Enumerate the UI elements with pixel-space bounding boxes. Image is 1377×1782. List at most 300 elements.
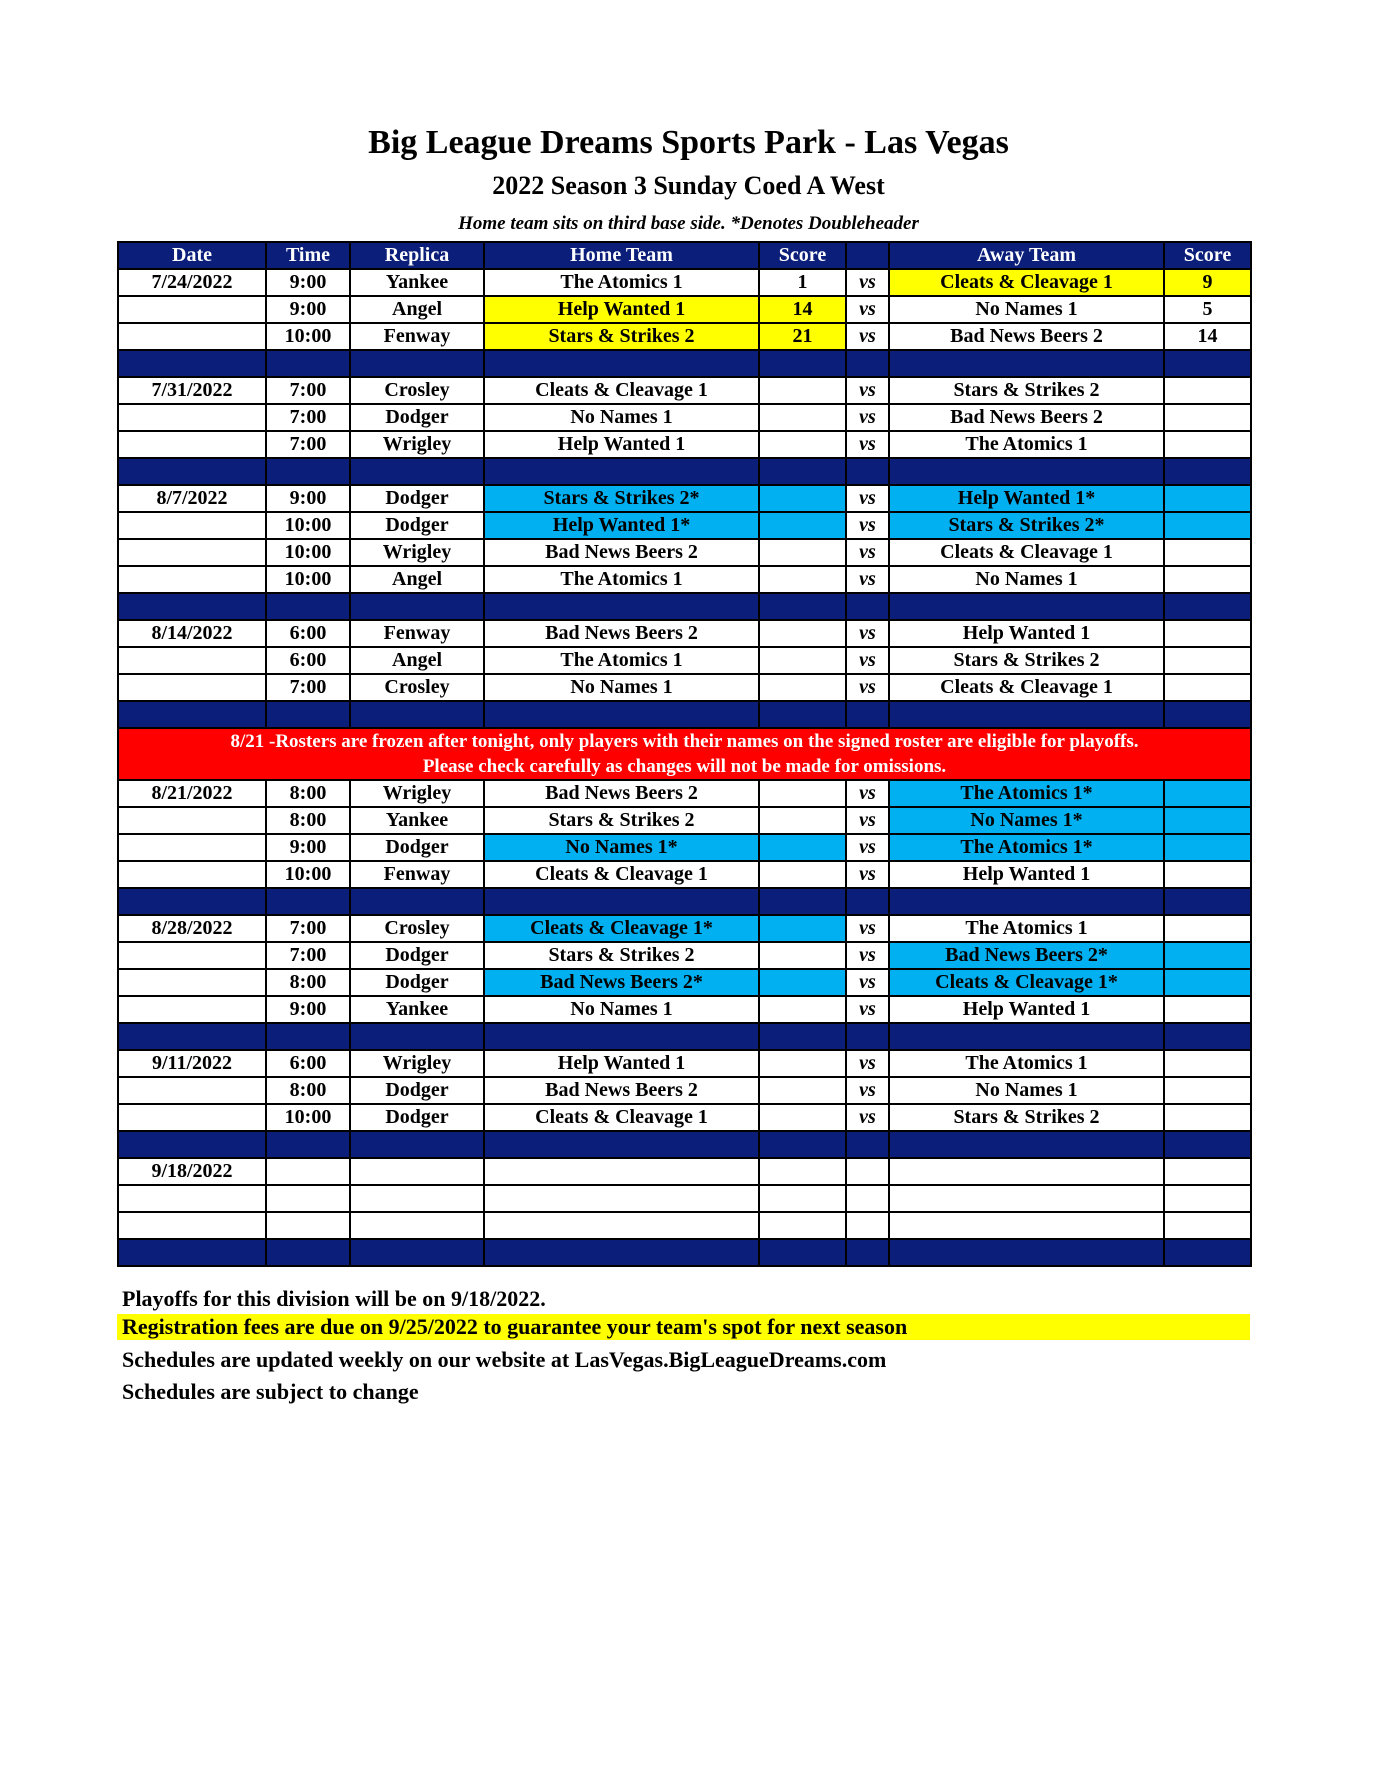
game-row — [118, 485, 1251, 512]
separator-cell — [846, 1239, 889, 1266]
cell-away-team: Cleats & Cleavage 1 — [889, 269, 1164, 296]
cell-away-team: Cleats & Cleavage 1 — [889, 674, 1164, 701]
cell-vs — [846, 1158, 889, 1185]
game-row — [118, 296, 1251, 323]
cell-home-score — [759, 942, 846, 969]
separator-cell — [759, 888, 846, 915]
cell-away-score — [1164, 1158, 1251, 1185]
cell-vs: vs — [846, 1077, 889, 1104]
game-row — [118, 1212, 1251, 1239]
cell-field: Fenway — [350, 323, 484, 350]
cell-away-team: Bad News Beers 2* — [889, 942, 1164, 969]
page-title: Big League Dreams Sports Park - Las Vegas — [368, 124, 1009, 161]
cell-away-score — [1164, 834, 1251, 861]
separator-cell — [759, 1023, 846, 1050]
cell-away-team: Stars & Strikes 2 — [889, 377, 1164, 404]
separator-cell — [889, 888, 1164, 915]
cell-away-score — [1164, 942, 1251, 969]
separator-cell — [118, 458, 266, 485]
col-away-team: Away Team — [889, 242, 1164, 269]
cell-home-score — [759, 377, 846, 404]
cell-home-team: No Names 1* — [484, 834, 759, 861]
cell-vs: vs — [846, 539, 889, 566]
cell-time: 10:00 — [266, 323, 350, 350]
cell-vs: vs — [846, 1050, 889, 1077]
cell-home-team: Stars & Strikes 2* — [484, 485, 759, 512]
cell-away-score — [1164, 512, 1251, 539]
separator-cell — [1164, 1023, 1251, 1050]
game-row — [118, 1050, 1251, 1077]
cell-home-team: Bad News Beers 2 — [484, 539, 759, 566]
roster-alert — [118, 728, 1251, 780]
separator-cell — [484, 593, 759, 620]
cell-home-team: Stars & Strikes 2 — [484, 807, 759, 834]
separator-cell — [350, 1239, 484, 1266]
cell-date — [118, 1185, 266, 1212]
cell-date — [118, 674, 266, 701]
week-separator — [118, 1023, 1251, 1050]
separator-cell — [350, 1023, 484, 1050]
cell-home-team: Help Wanted 1* — [484, 512, 759, 539]
cell-away-score — [1164, 780, 1251, 807]
cell-date — [118, 807, 266, 834]
cell-vs: vs — [846, 485, 889, 512]
cell-field: Dodger — [350, 404, 484, 431]
separator-cell — [484, 888, 759, 915]
cell-home-team: The Atomics 1 — [484, 647, 759, 674]
cell-home-score — [759, 807, 846, 834]
cell-date — [118, 1077, 266, 1104]
cell-home-team: No Names 1 — [484, 996, 759, 1023]
cell-vs: vs — [846, 512, 889, 539]
separator-cell — [846, 888, 889, 915]
cell-away-score: 9 — [1164, 269, 1251, 296]
separator-cell — [759, 1131, 846, 1158]
cell-home-team: Cleats & Cleavage 1 — [484, 861, 759, 888]
separator-cell — [266, 1239, 350, 1266]
cell-home-team: No Names 1 — [484, 674, 759, 701]
cell-field: Dodger — [350, 942, 484, 969]
cell-field: Yankee — [350, 807, 484, 834]
cell-away-score — [1164, 647, 1251, 674]
cell-field — [350, 1158, 484, 1185]
separator-cell — [350, 1131, 484, 1158]
cell-vs: vs — [846, 861, 889, 888]
cell-time: 8:00 — [266, 780, 350, 807]
cell-away-score — [1164, 377, 1251, 404]
separator-cell — [846, 458, 889, 485]
cell-away-score — [1164, 485, 1251, 512]
cell-vs: vs — [846, 296, 889, 323]
cell-vs: vs — [846, 1104, 889, 1131]
schedule-table — [117, 241, 1252, 1267]
cell-away-score — [1164, 431, 1251, 458]
cell-away-team: Help Wanted 1* — [889, 485, 1164, 512]
cell-vs: vs — [846, 674, 889, 701]
game-row — [118, 566, 1251, 593]
cell-home-score — [759, 1104, 846, 1131]
cell-time: 9:00 — [266, 485, 350, 512]
cell-home-score — [759, 861, 846, 888]
separator-cell — [266, 701, 350, 728]
cell-field: Angel — [350, 647, 484, 674]
cell-field: Dodger — [350, 485, 484, 512]
week-separator — [118, 350, 1251, 377]
cell-home-score — [759, 512, 846, 539]
cell-date — [118, 512, 266, 539]
cell-away-score — [1164, 1185, 1251, 1212]
cell-home-score — [759, 1077, 846, 1104]
cell-vs — [846, 1185, 889, 1212]
separator-cell — [350, 593, 484, 620]
cell-time: 7:00 — [266, 377, 350, 404]
cell-home-score — [759, 620, 846, 647]
cell-home-score — [759, 1212, 846, 1239]
cell-field: Angel — [350, 566, 484, 593]
cell-time — [266, 1185, 350, 1212]
separator-cell — [759, 701, 846, 728]
game-row — [118, 807, 1251, 834]
playoffs-note: Playoffs for this division will be on 9/18/2022. — [122, 1286, 546, 1311]
cell-home-score: 14 — [759, 296, 846, 323]
separator-cell — [1164, 1131, 1251, 1158]
col-home-team: Home Team — [484, 242, 759, 269]
cell-home-team: Help Wanted 1 — [484, 431, 759, 458]
separator-cell — [889, 1131, 1164, 1158]
separator-cell — [350, 701, 484, 728]
page-subtitle: 2022 Season 3 Sunday Coed A West — [492, 171, 885, 200]
cell-home-team: The Atomics 1 — [484, 566, 759, 593]
game-row — [118, 834, 1251, 861]
separator-cell — [118, 1023, 266, 1050]
cell-date: 8/7/2022 — [118, 485, 266, 512]
cell-date — [118, 861, 266, 888]
cell-time: 8:00 — [266, 807, 350, 834]
cell-field: Crosley — [350, 915, 484, 942]
separator-cell — [1164, 701, 1251, 728]
separator-cell — [484, 1131, 759, 1158]
cell-date — [118, 1104, 266, 1131]
cell-time: 10:00 — [266, 566, 350, 593]
cell-away-score — [1164, 1077, 1251, 1104]
separator-cell — [1164, 888, 1251, 915]
col-home-score: Score — [759, 242, 846, 269]
game-row — [118, 1077, 1251, 1104]
cell-date: 9/18/2022 — [118, 1158, 266, 1185]
cell-date — [118, 296, 266, 323]
separator-cell — [846, 701, 889, 728]
cell-date — [118, 404, 266, 431]
game-row — [118, 647, 1251, 674]
cell-time: 6:00 — [266, 1050, 350, 1077]
cell-date: 8/28/2022 — [118, 915, 266, 942]
game-row — [118, 674, 1251, 701]
separator-cell — [118, 1131, 266, 1158]
cell-home-team: Bad News Beers 2 — [484, 1077, 759, 1104]
cell-away-score: 5 — [1164, 296, 1251, 323]
cell-away-team: The Atomics 1* — [889, 780, 1164, 807]
cell-vs: vs — [846, 269, 889, 296]
cell-away-score — [1164, 861, 1251, 888]
cell-field: Fenway — [350, 620, 484, 647]
doubleheader-note: Home team sits on third base side. *Denotes Doubleheader — [458, 213, 919, 234]
game-row — [118, 377, 1251, 404]
game-row — [118, 996, 1251, 1023]
cell-time: 9:00 — [266, 269, 350, 296]
separator-cell — [350, 458, 484, 485]
cell-field: Angel — [350, 296, 484, 323]
separator-cell — [1164, 350, 1251, 377]
cell-vs: vs — [846, 915, 889, 942]
week-separator — [118, 1239, 1251, 1266]
cell-time — [266, 1158, 350, 1185]
cell-home-score — [759, 780, 846, 807]
cell-time: 9:00 — [266, 834, 350, 861]
cell-home-score — [759, 404, 846, 431]
cell-away-team: Stars & Strikes 2 — [889, 1104, 1164, 1131]
cell-home-score — [759, 834, 846, 861]
game-row — [118, 1158, 1251, 1185]
cell-away-team: Bad News Beers 2 — [889, 323, 1164, 350]
cell-vs: vs — [846, 780, 889, 807]
separator-cell — [118, 1239, 266, 1266]
cell-field: Dodger — [350, 1104, 484, 1131]
separator-cell — [118, 593, 266, 620]
col-away-score: Score — [1164, 242, 1251, 269]
cell-time: 8:00 — [266, 1077, 350, 1104]
cell-vs: vs — [846, 566, 889, 593]
cell-date — [118, 647, 266, 674]
cell-away-team: No Names 1 — [889, 296, 1164, 323]
roster-alert-line-2: Please check carefully as changes will not be made for omissions. — [422, 756, 947, 777]
game-row — [118, 323, 1251, 350]
separator-cell — [350, 888, 484, 915]
cell-vs: vs — [846, 431, 889, 458]
game-row — [118, 969, 1251, 996]
cell-date — [118, 431, 266, 458]
separator-cell — [889, 1239, 1164, 1266]
cell-away-team: Help Wanted 1 — [889, 861, 1164, 888]
separator-cell — [1164, 1239, 1251, 1266]
cell-time: 6:00 — [266, 647, 350, 674]
cell-home-team: Stars & Strikes 2 — [484, 942, 759, 969]
cell-field — [350, 1212, 484, 1239]
cell-away-score — [1164, 566, 1251, 593]
cell-field: Dodger — [350, 512, 484, 539]
schedule-body — [118, 269, 1251, 1266]
separator-cell — [889, 1023, 1164, 1050]
cell-time: 7:00 — [266, 674, 350, 701]
cell-away-score — [1164, 807, 1251, 834]
cell-field: Wrigley — [350, 1050, 484, 1077]
game-row — [118, 620, 1251, 647]
cell-field: Yankee — [350, 996, 484, 1023]
cell-away-score — [1164, 674, 1251, 701]
header-row — [118, 242, 1251, 269]
game-row — [118, 404, 1251, 431]
game-row — [118, 861, 1251, 888]
separator-cell — [266, 458, 350, 485]
cell-away-score — [1164, 996, 1251, 1023]
cell-date — [118, 969, 266, 996]
cell-time: 8:00 — [266, 969, 350, 996]
cell-away-team: The Atomics 1 — [889, 431, 1164, 458]
cell-date: 8/14/2022 — [118, 620, 266, 647]
cell-vs: vs — [846, 647, 889, 674]
cell-home-team: The Atomics 1 — [484, 269, 759, 296]
website-note: Schedules are updated weekly on our website at LasVegas.BigLeagueDreams.com — [122, 1347, 887, 1372]
cell-away-team — [889, 1185, 1164, 1212]
game-row — [118, 942, 1251, 969]
cell-away-score — [1164, 969, 1251, 996]
cell-home-score — [759, 969, 846, 996]
separator-cell — [118, 701, 266, 728]
game-row — [118, 539, 1251, 566]
cell-home-score — [759, 1185, 846, 1212]
cell-vs: vs — [846, 942, 889, 969]
cell-away-score — [1164, 1104, 1251, 1131]
separator-cell — [266, 888, 350, 915]
week-separator — [118, 701, 1251, 728]
cell-date — [118, 942, 266, 969]
cell-home-score — [759, 539, 846, 566]
cell-home-team: Cleats & Cleavage 1 — [484, 1104, 759, 1131]
cell-home-team: Stars & Strikes 2 — [484, 323, 759, 350]
cell-away-score — [1164, 620, 1251, 647]
separator-cell — [846, 350, 889, 377]
cell-field: Yankee — [350, 269, 484, 296]
separator-cell — [266, 1131, 350, 1158]
cell-home-score — [759, 915, 846, 942]
cell-home-team: Help Wanted 1 — [484, 1050, 759, 1077]
game-row — [118, 1185, 1251, 1212]
separator-cell — [846, 593, 889, 620]
cell-home-team — [484, 1212, 759, 1239]
cell-vs: vs — [846, 404, 889, 431]
cell-field: Dodger — [350, 1077, 484, 1104]
cell-home-team: Help Wanted 1 — [484, 296, 759, 323]
roster-alert-row — [118, 728, 1251, 780]
separator-cell — [759, 593, 846, 620]
col-date: Date — [118, 242, 266, 269]
cell-away-team: Bad News Beers 2 — [889, 404, 1164, 431]
cell-time: 7:00 — [266, 431, 350, 458]
cell-home-score — [759, 996, 846, 1023]
cell-vs: vs — [846, 807, 889, 834]
cell-away-team: The Atomics 1* — [889, 834, 1164, 861]
separator-cell — [266, 350, 350, 377]
week-separator — [118, 458, 1251, 485]
cell-time: 9:00 — [266, 296, 350, 323]
cell-home-score — [759, 485, 846, 512]
cell-away-team: Stars & Strikes 2* — [889, 512, 1164, 539]
cell-field: Crosley — [350, 377, 484, 404]
cell-home-team: Cleats & Cleavage 1 — [484, 377, 759, 404]
cell-away-team: The Atomics 1 — [889, 1050, 1164, 1077]
separator-cell — [846, 1131, 889, 1158]
separator-cell — [484, 458, 759, 485]
cell-home-team: No Names 1 — [484, 404, 759, 431]
cell-date — [118, 834, 266, 861]
game-row — [118, 915, 1251, 942]
cell-vs: vs — [846, 323, 889, 350]
separator-cell — [484, 1023, 759, 1050]
col-replica: Replica — [350, 242, 484, 269]
cell-home-team — [484, 1185, 759, 1212]
cell-home-score — [759, 1158, 846, 1185]
cell-time: 9:00 — [266, 996, 350, 1023]
cell-away-team: No Names 1* — [889, 807, 1164, 834]
cell-away-score — [1164, 915, 1251, 942]
cell-time: 10:00 — [266, 1104, 350, 1131]
cell-vs — [846, 1212, 889, 1239]
cell-away-team: Cleats & Cleavage 1* — [889, 969, 1164, 996]
registration-note: Registration fees are due on 9/25/2022 to guarantee your team's spot for next season — [117, 1314, 1250, 1340]
cell-away-score — [1164, 539, 1251, 566]
cell-away-team — [889, 1158, 1164, 1185]
separator-cell — [759, 458, 846, 485]
game-row — [118, 512, 1251, 539]
cell-away-score: 14 — [1164, 323, 1251, 350]
cell-away-score — [1164, 404, 1251, 431]
separator-cell — [846, 1023, 889, 1050]
cell-date: 7/24/2022 — [118, 269, 266, 296]
cell-date: 7/31/2022 — [118, 377, 266, 404]
cell-away-score — [1164, 1212, 1251, 1239]
cell-date: 8/21/2022 — [118, 780, 266, 807]
cell-time: 10:00 — [266, 512, 350, 539]
cell-time: 10:00 — [266, 539, 350, 566]
col-time: Time — [266, 242, 350, 269]
cell-home-team: Bad News Beers 2 — [484, 780, 759, 807]
cell-home-score: 21 — [759, 323, 846, 350]
roster-alert-line-1: 8/21 -Rosters are frozen after tonight, only players with their names on the signed roster are eligible for playoffs. — [230, 731, 1139, 752]
cell-time — [266, 1212, 350, 1239]
separator-cell — [350, 350, 484, 377]
cell-home-score — [759, 674, 846, 701]
cell-vs: vs — [846, 996, 889, 1023]
cell-away-team: No Names 1 — [889, 1077, 1164, 1104]
separator-cell — [484, 701, 759, 728]
cell-home-team: Bad News Beers 2 — [484, 620, 759, 647]
separator-cell — [118, 350, 266, 377]
cell-home-score — [759, 1050, 846, 1077]
cell-field — [350, 1185, 484, 1212]
cell-home-score — [759, 431, 846, 458]
cell-date — [118, 1212, 266, 1239]
cell-home-score — [759, 647, 846, 674]
cell-away-team: Help Wanted 1 — [889, 620, 1164, 647]
separator-cell — [759, 1239, 846, 1266]
cell-home-team — [484, 1158, 759, 1185]
cell-time: 6:00 — [266, 620, 350, 647]
cell-date — [118, 996, 266, 1023]
cell-time: 10:00 — [266, 861, 350, 888]
cell-vs: vs — [846, 969, 889, 996]
cell-field: Dodger — [350, 834, 484, 861]
cell-away-team: No Names 1 — [889, 566, 1164, 593]
separator-cell — [118, 888, 266, 915]
cell-date — [118, 323, 266, 350]
game-row — [118, 431, 1251, 458]
separator-cell — [266, 1023, 350, 1050]
cell-field: Crosley — [350, 674, 484, 701]
cell-field: Wrigley — [350, 539, 484, 566]
separator-cell — [889, 701, 1164, 728]
change-note: Schedules are subject to change — [122, 1379, 419, 1404]
cell-field: Dodger — [350, 969, 484, 996]
week-separator — [118, 888, 1251, 915]
